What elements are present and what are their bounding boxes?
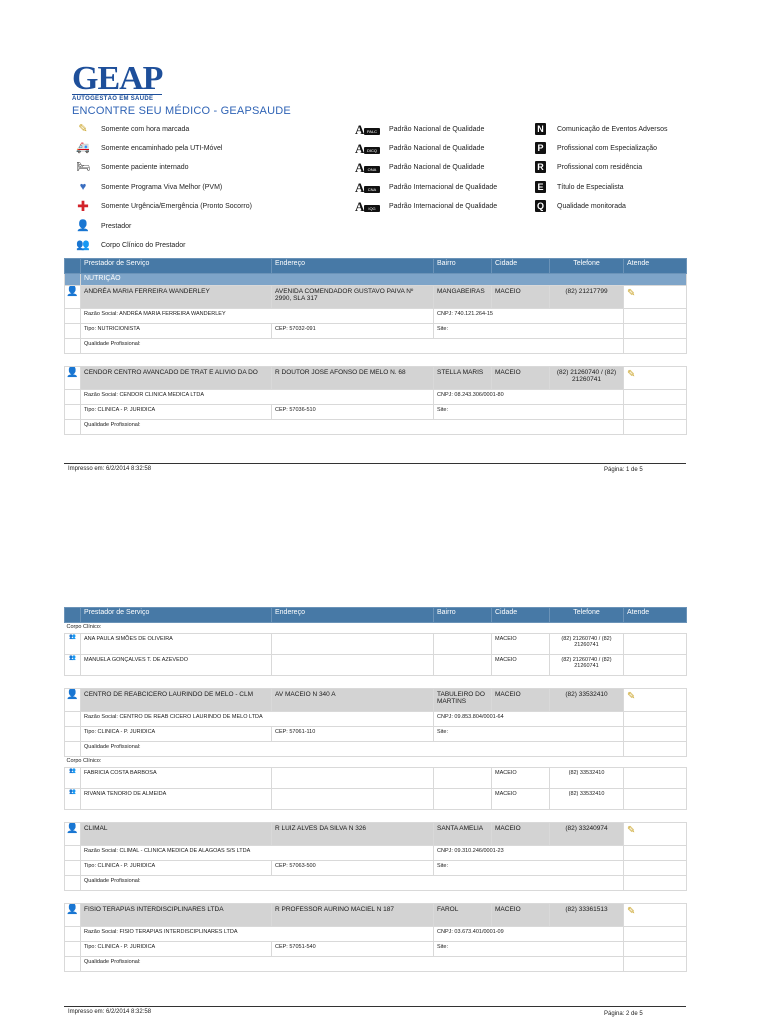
legend-internado <box>75 160 189 174</box>
doctor-telefone: (82) 21260740 / (82) 21260741 <box>550 634 624 655</box>
letter-e-icon: E <box>535 181 546 193</box>
legend-label: Corpo Clínico do Prestador <box>101 241 186 249</box>
doctor-telefone: (82) 21260740 / (82) 21260741 <box>550 655 624 676</box>
qualidade-profissional: Qualidade Profissional: <box>81 420 624 435</box>
tipo: Tipo: CLINICA - P. JURIDICA <box>81 942 272 957</box>
cnpj: CNPJ: 08.243.306/0001-80 <box>434 390 624 405</box>
corpo-clinico-label: Corpo Clínico: <box>66 758 102 764</box>
category-row <box>65 274 687 286</box>
letter-p-icon: P <box>535 142 546 154</box>
doctor-telefone: (82) 33532410 <box>550 768 624 789</box>
provider-cidade: MACEIO <box>492 904 550 927</box>
cep: CEP: 57061-110 <box>272 727 434 742</box>
razao-social: Razão Social: ANDRÉA MARIA FERREIRA WANDERLEY <box>81 309 434 324</box>
col-atende: Atende <box>624 608 687 623</box>
legend-label: Padrão Nacional de Qualidade <box>389 163 485 171</box>
provider-name: CLIMAL <box>81 823 272 846</box>
legend-label: Padrão Internacional de Qualidade <box>389 202 498 210</box>
page-number: Página: 2 de 5 <box>604 1011 643 1017</box>
provider-row[interactable] <box>65 367 687 390</box>
tipo: Tipo: NUTRICIONISTA <box>81 324 272 339</box>
provider-row[interactable] <box>65 904 687 927</box>
geap-logo-subtitle: AUTOGESTÃO EM SAÚDE <box>72 94 162 102</box>
provider-telefone: (82) 33361513 <box>550 904 624 927</box>
legend-corpo-clinico <box>75 238 185 252</box>
site: Site: <box>434 861 624 876</box>
legend-label: Somente paciente internado <box>101 163 189 171</box>
table-header <box>65 259 687 274</box>
quality-badge-icon: A PALC <box>355 123 381 136</box>
table-header <box>65 608 687 623</box>
printed-at: Impresso em: 6/2/2014 8:32:58 <box>68 1009 152 1015</box>
provider-address: R LUIZ ALVES DA SILVA N 326 <box>272 823 434 846</box>
ambulance-icon: 🚑 <box>76 142 90 154</box>
doctor-name: ANA PAULA SIMÕES DE OLIVEIRA <box>81 634 272 655</box>
page-title: ENCONTRE SEU MÉDICO - GEAPSAUDE <box>72 105 291 117</box>
legend-label: Somente encaminhado pela UTI-Móvel <box>101 144 223 152</box>
legend-label: Qualidade monitorada <box>557 202 626 210</box>
legend-ona <box>355 160 484 174</box>
qualidade-profissional: Qualidade Profissional: <box>81 742 624 757</box>
legend-cna <box>355 180 497 194</box>
hora-marcada-icon: ✎ <box>624 286 687 309</box>
hora-marcada-icon: ✎ <box>624 823 687 846</box>
cep: CEP: 57032-091 <box>272 324 434 339</box>
legend-label: Profissional com Especialização <box>557 144 657 152</box>
cnpj: CNPJ: 740.121.264-15 <box>434 309 624 324</box>
col-cidade: Cidade <box>492 259 550 274</box>
provider-row[interactable] <box>65 823 687 846</box>
tipo: Tipo: CLINICA - P. JURIDICA <box>81 405 272 420</box>
doctor-row[interactable] <box>65 789 687 810</box>
legend-iqg <box>355 199 497 213</box>
letter-q-icon: Q <box>536 201 544 211</box>
provider-telefone: (82) 33240974 <box>550 823 624 846</box>
provider-telefone: (82) 21217799 <box>550 286 624 309</box>
provider-name: FISIO TERAPIAS INTERDISCIPLINARES LTDA <box>81 904 272 927</box>
people-icon: 👥 <box>65 789 81 810</box>
cnpj: CNPJ: 03.673.401/0001-09 <box>434 927 624 942</box>
col-endereco: Endereço <box>272 259 434 274</box>
providers-table-page2 <box>64 607 687 972</box>
geap-logo: GEAP <box>72 60 163 97</box>
red-cross-icon: ✚ <box>77 198 89 214</box>
provider-bairro: MANGABEIRAS <box>434 286 492 309</box>
legend-prestador <box>75 219 131 233</box>
person-icon: 👤 <box>65 367 81 390</box>
provider-cidade: MACEIO <box>492 286 550 309</box>
provider-bairro: STELLA MARIS <box>434 367 492 390</box>
doctor-cidade: MACEIO <box>492 768 550 789</box>
legend-label: Padrão Internacional de Qualidade <box>389 183 498 191</box>
doctor-name: RIVANIA TENORIO DE ALMEIDA <box>81 789 272 810</box>
cep: CEP: 57036-510 <box>272 405 434 420</box>
legend-label: Padrão Nacional de Qualidade <box>389 144 485 152</box>
provider-bairro: TABULEIRO DO MARTINS <box>434 689 492 712</box>
cnpj: CNPJ: 09.853.804/0001-64 <box>434 712 624 727</box>
provider-name: ANDRÉA MARIA FERREIRA WANDERLEY <box>81 286 272 309</box>
legend-label: Somente Urgência/Emergência (Pronto Socorro) <box>101 202 252 210</box>
category-label: NUTRIÇÃO <box>81 274 687 286</box>
col-cidade: Cidade <box>492 608 550 623</box>
letter-r-icon: R <box>535 161 546 173</box>
quality-badge-icon: A IQG <box>355 200 381 213</box>
provider-name: CENDOR CENTRO AVANCADO DE TRAT E ALIVIO DA DO <box>81 367 272 390</box>
tipo: Tipo: CLINICA - P. JURIDICA <box>81 861 272 876</box>
legend-qualidade-monitorada <box>535 199 626 213</box>
cep: CEP: 57051-540 <box>272 942 434 957</box>
provider-cidade: MACEIO <box>492 689 550 712</box>
page-number: Página: 1 de 5 <box>604 467 643 473</box>
people-icon: 👥 <box>65 655 81 676</box>
provider-row[interactable] <box>65 689 687 712</box>
site: Site: <box>434 727 624 742</box>
col-atende: Atende <box>624 259 687 274</box>
legend-uti-movel <box>75 141 222 155</box>
legend-label: Somente com hora marcada <box>101 125 190 133</box>
legend-especialista <box>535 180 624 194</box>
person-icon: 👤 <box>65 823 81 846</box>
provider-bairro: FAROL <box>434 904 492 927</box>
legend-label: Profissional com residência <box>557 163 643 171</box>
legend-label: Somente Programa Viva Melhor (PVM) <box>101 183 223 191</box>
doctor-row[interactable] <box>65 655 687 676</box>
doctor-name: MANUELA GONÇALVES T. DE AZEVEDO <box>81 655 272 676</box>
hora-marcada-icon: ✎ <box>624 689 687 712</box>
provider-address: AV MACEIO N 340 A <box>272 689 434 712</box>
col-bairro: Bairro <box>434 608 492 623</box>
person-icon: 👤 <box>65 689 81 712</box>
col-bairro: Bairro <box>434 259 492 274</box>
provider-row[interactable] <box>65 286 687 309</box>
legend-label: Comunicação de Eventos Adversos <box>557 125 668 133</box>
doctor-cidade: MACEIO <box>492 789 550 810</box>
col-telefone: Telefone <box>550 259 624 274</box>
razao-social: Razão Social: CLIMAL - CLINICA MEDICA DE ALAGOAS S/S LTDA <box>81 846 434 861</box>
legend-hora-marcada <box>75 122 189 136</box>
col-telefone: Telefone <box>550 608 624 623</box>
cep: CEP: 57063-500 <box>272 861 434 876</box>
qualidade-profissional: Qualidade Profissional: <box>81 876 624 891</box>
provider-address: R PROFESSOR AURINO MACIEL N 187 <box>272 904 434 927</box>
provider-cidade: MACEIO <box>492 367 550 390</box>
people-icon: 👥 <box>65 768 81 789</box>
qualidade-profissional: Qualidade Profissional: <box>81 339 624 354</box>
legend-especializacao <box>535 141 657 155</box>
providers-table-page1 <box>64 258 687 435</box>
footer-divider <box>64 463 686 464</box>
col-prestador: Prestador de Serviço <box>81 608 272 623</box>
person-icon: 👤 <box>76 220 90 232</box>
razao-social: Razão Social: CENTRO DE REAB CICERO LAURINDO DE MELO LTDA <box>81 712 434 727</box>
provider-name: CENTRO DE REABCICERO LAURINDO DE MELO - CLM <box>81 689 272 712</box>
doctor-cidade: MACEIO <box>492 634 550 655</box>
legend-label: Prestador <box>101 222 132 230</box>
person-icon: 👤 <box>65 286 81 309</box>
razao-social: Razão Social: CENDOR CLINICA MEDICA LTDA <box>81 390 434 405</box>
qualidade-profissional: Qualidade Profissional: <box>81 957 624 972</box>
razao-social: Razão Social: FISIO TERAPIAS INTERDISCIPLINARES LTDA <box>81 927 434 942</box>
legend-dicq <box>355 141 484 155</box>
letter-n-icon: N <box>535 123 546 135</box>
quality-badge-icon: A DICQ <box>355 142 381 155</box>
person-icon: 👤 <box>65 904 81 927</box>
doctor-row[interactable] <box>65 768 687 789</box>
legend-label: Título de Especialista <box>557 183 624 191</box>
legend-label: Padrão Nacional de Qualidade <box>389 125 485 133</box>
provider-telefone: (82) 33532410 <box>550 689 624 712</box>
people-icon: 👥 <box>65 634 81 655</box>
footer-divider <box>64 1006 686 1007</box>
site: Site: <box>434 324 624 339</box>
hora-marcada-icon: ✎ <box>624 904 687 927</box>
corpo-clinico-label: Corpo Clínico: <box>66 624 102 630</box>
quality-badge-icon: A CNA <box>355 181 381 194</box>
doctor-cidade: MACEIO <box>492 655 550 676</box>
legend-urgencia <box>75 199 252 213</box>
heart-icon: ♥ <box>79 181 87 193</box>
bed-icon: 🛏 <box>76 161 90 173</box>
provider-bairro: SANTA AMELIA <box>434 823 492 846</box>
provider-cidade: MACEIO <box>492 823 550 846</box>
doctor-telefone: (82) 33532410 <box>550 789 624 810</box>
doctor-name: FABRICIA COSTA BARBOSA <box>81 768 272 789</box>
doctor-row[interactable] <box>65 634 687 655</box>
hora-marcada-icon: ✎ <box>624 367 687 390</box>
site: Site: <box>434 942 624 957</box>
col-prestador: Prestador de Serviço <box>81 259 272 274</box>
cnpj: CNPJ: 09.310.246/0001-23 <box>434 846 624 861</box>
col-endereco: Endereço <box>272 608 434 623</box>
quality-badge-icon: A ONA <box>355 161 381 174</box>
provider-telefone: (82) 21260740 / (82) 21260741 <box>550 367 624 390</box>
provider-address: AVENIDA COMENDADOR GUSTAVO PAIVA Nº 2990, SLA 317 <box>272 286 434 309</box>
legend-residencia <box>535 160 642 174</box>
legend-eventos-adversos <box>535 122 668 136</box>
legend-palc <box>355 122 484 136</box>
people-icon: 👥 <box>76 239 90 251</box>
legend-pvm <box>75 180 222 194</box>
provider-address: R DOUTOR JOSE AFONSO DE MELO N. 68 <box>272 367 434 390</box>
pencil-icon: ✎ <box>78 123 88 135</box>
tipo: Tipo: CLINICA - P. JURIDICA <box>81 727 272 742</box>
site: Site: <box>434 405 624 420</box>
printed-at: Impresso em: 6/2/2014 8:32:58 <box>68 466 152 472</box>
